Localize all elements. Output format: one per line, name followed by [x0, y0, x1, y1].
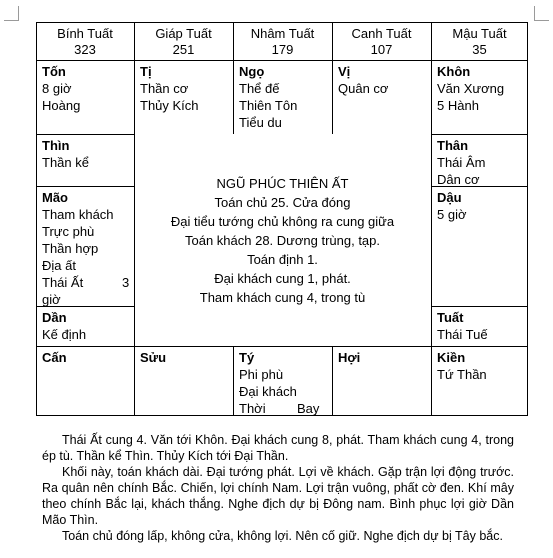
- cell-title: Kiền: [437, 350, 466, 365]
- cell-ty: Tý Phi phù Đại khách Thời Bay: [233, 346, 332, 417]
- thai-at-chart-grid: [36, 22, 528, 416]
- cell-title: Tị: [140, 64, 152, 79]
- cell-title: Tốn: [42, 64, 66, 79]
- crop-mark: [534, 6, 535, 21]
- cell-mao: Mão Tham khách Trực phù Thần hợp Địa ất Thái Ất 3 giờ: [36, 186, 134, 308]
- paragraph: Toán chủ đóng lấp, không cửa, không lợi. Nên cố giữ. Nghe địch dự bị Tây bắc.: [62, 529, 503, 543]
- cell-khon: Khôn Văn Xương 5 Hành: [431, 60, 528, 114]
- crop-mark: [18, 6, 19, 21]
- cell-title: Sửu: [140, 350, 167, 365]
- cell-dau: Dậu 5 giờ: [431, 186, 528, 223]
- cell-title: Hợi: [338, 350, 361, 365]
- cell-title: Cấn: [42, 350, 67, 365]
- cell-title: Thìn: [42, 138, 70, 153]
- cell-title: Vị: [338, 64, 351, 79]
- cell-title: Mão: [42, 190, 68, 205]
- paragraph: Khối này, toán khách dài. Đại tướng phát. Lợi về khách. Gặp trận lợi động trước. Ra quân nên chính Bắc. Chiến, lợi chính Nam. Lợi trận vuông, phất cờ đen. Khí mây theo chính Bắc lại, khách thắng. Nghe địch dự bị Đông nam. Bình phục lợi giờ Dần Mão Thìn.: [42, 465, 514, 527]
- cell-title: Tuất: [437, 310, 464, 325]
- cell-suu: [134, 346, 233, 366]
- header-cell-nham-tuat: Nhâm Tuất 179: [250, 26, 315, 57]
- paragraph: Thái Ất cung 4. Văn tới Khôn. Đại khách cung 8, phát. Tham khách cung 4, trong ép tù. Thần kể Thìn. Thủy Kích tới Đại Thần.: [42, 433, 514, 463]
- cell-thin: Thìn Thần kể: [36, 134, 134, 171]
- cell-title: Tý: [239, 350, 255, 365]
- header-cell-binh-tuat: Bính Tuất 323: [57, 26, 113, 57]
- center-panel: NGŨ PHÚC THIÊN ẤT Toán chủ 25. Cửa đóng Đại tiểu tướng chủ không ra cung giữa Toán khách 28. Dương trùng, tạp. Toán định 1. Đại khách cung 1, phát. Tham khách cung 4, trong tù: [134, 174, 431, 307]
- cell-ti: Tị Thần cơ Thủy Kích: [134, 60, 233, 114]
- cell-than: Thân Thái Âm Dân cơ: [431, 134, 528, 188]
- cell-tuat: Tuất Thái Tuế: [431, 306, 528, 343]
- center-title: NGŨ PHÚC THIÊN ẤT: [216, 176, 349, 191]
- header-cell-giap-tuat: Giáp Tuất 251: [155, 26, 212, 57]
- cell-kien: Kiền Tứ Thần: [431, 346, 528, 383]
- cell-ton: Tốn 8 giờ Hoàng: [36, 60, 134, 114]
- crop-mark: [4, 20, 19, 21]
- header-cell-canh-tuat: Canh Tuất 107: [351, 26, 412, 57]
- cell-hoi: [332, 346, 431, 366]
- crop-mark: [534, 20, 549, 21]
- cell-can: [36, 346, 134, 366]
- header-cell-mau-tuat: Mậu Tuất 35: [452, 26, 507, 57]
- cell-title: Thân: [437, 138, 469, 153]
- cell-dan: Dần Kế định: [36, 306, 134, 343]
- cell-ngo: Ngọ Thể đế Thiên Tôn Tiểu du: [233, 60, 332, 131]
- cell-title: Dần: [42, 310, 67, 325]
- cell-vi: Vị Quân cơ: [332, 60, 431, 97]
- cell-title: Ngọ: [239, 64, 265, 79]
- cell-title: Dậu: [437, 190, 462, 205]
- cell-title: Khôn: [437, 64, 471, 79]
- body-text: [42, 432, 514, 544]
